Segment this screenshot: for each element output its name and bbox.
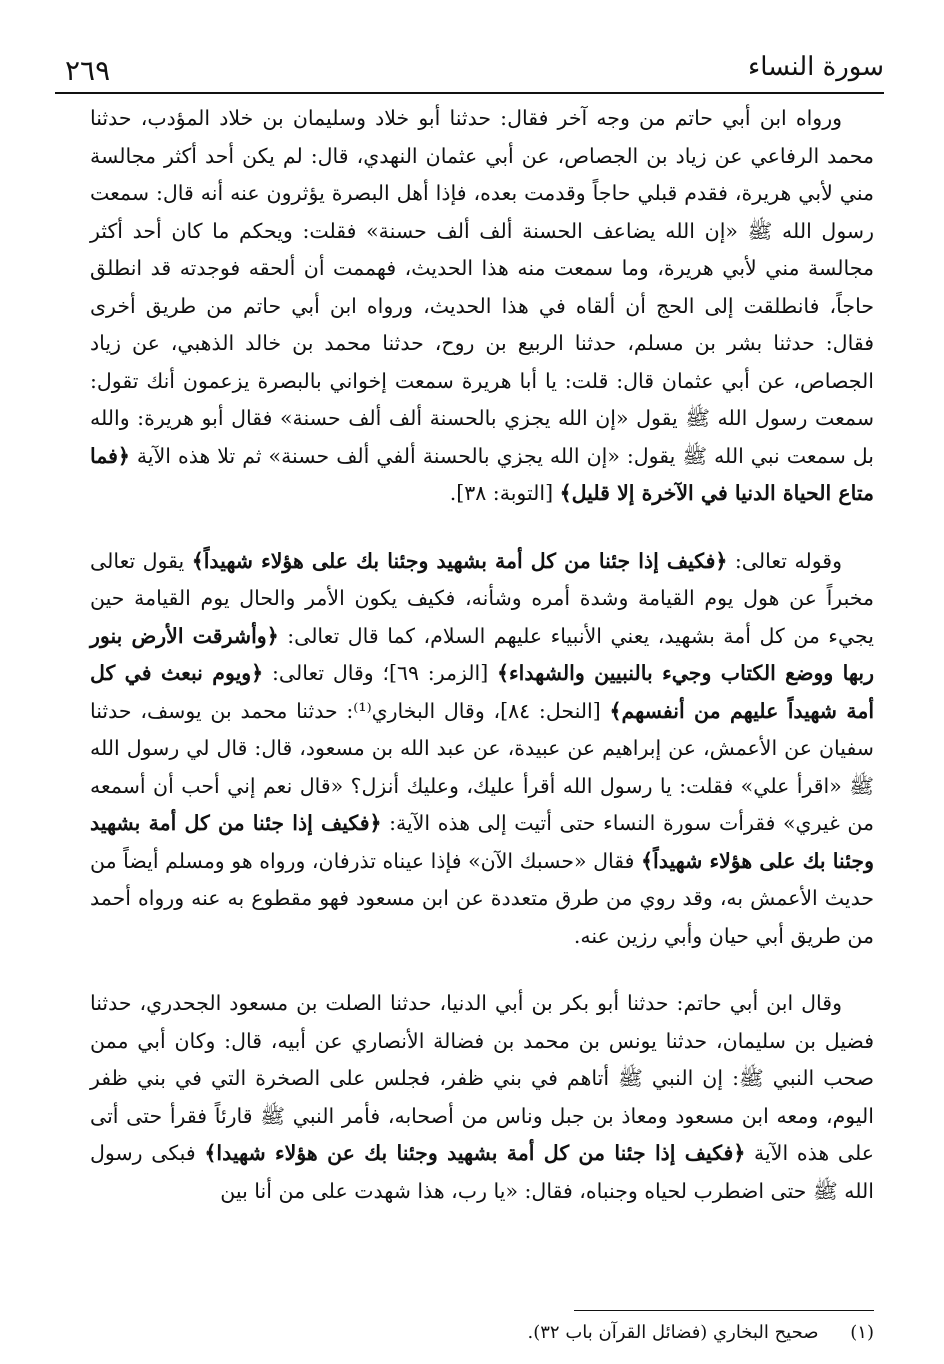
quran-verse: ﴿فما متاع الحياة الدنيا في الآخرة إلا قليل﴾ [90,443,874,505]
quran-verse: ﴿فكيف إذا جئنا من كل أمة بشهيد وجئنا بك عن هؤلاء شهيدا﴾ [204,1141,746,1165]
paragraph [90,985,874,1210]
text-segment: [النحل: ٨٤]، وقال البخاري⁽¹⁾: حدثنا محمد بن يوسف، حدثنا سفيان عن الأعمش، عن إبراهيم عن عبيدة، عن عبد الله بن مسعود، قال: قال لي رسول الله ﷺ «اقرأ علي» فقلت: يا رسول الله أقرأ عليك، وعليك أنزل؟ «قال نعم إني أحب أن أسمعه من غيري» فقرأت سورة النساء حتى أتيت إلى هذه الآية: [90,698,874,835]
quran-verse: ﴿فكيف إذا جئنا من كل أمة بشهيد وجئنا بك على هؤلاء شهيداً﴾ [90,811,874,873]
quran-verse: ﴿فكيف إذا جئنا من كل أمة بشهيد وجئنا بك على هؤلاء شهيداً﴾ [191,548,728,573]
page-header [55,52,884,94]
text-segment: وقال ابن أبي حاتم: حدثنا أبو بكر بن أبي الدنيا، حدثنا الصلت بن مسعود الجحدري، حدثنا فضيل بن سليمان، حدثنا يونس بن محمد بن فضالة الأنصاري عن أبيه، قال: وكان أبي ممن صحب النبي ﷺ: إن النبي ﷺ أتاهم في بني ظفر، فجلس على الصخرة التي في بني ظفر اليوم، ومعه ابن مسعود ومعاذ بن جبل وناس من أصحابه، فأمر النبي ﷺ قارئاً فقرأ حتى أتى على هذه الآية [90,991,874,1165]
body-text [90,100,874,1210]
text-segment: فبكى رسول الله ﷺ حتى اضطرب لحياه وجنباه، فقال: «يا رب، هذا شهدت على من أنا بين [90,1141,874,1203]
footnote-number: (١) [850,1322,874,1343]
page-number: ٢٦٩ [65,54,111,87]
footnote-text: صحيح البخاري (فضائل القرآن باب ٣٢). [527,1322,819,1343]
quran-verse: ﴿ويوم نبعث في كل أمة شهيداً عليهم من أنفسهم﴾ [90,661,875,723]
text-segment: وقوله تعالى: [727,548,842,573]
footnote [90,1318,874,1348]
text-segment: [التوبة: ٣٨]. [449,481,560,505]
footnote-divider [574,1310,874,1311]
text-segment: ورواه ابن أبي حاتم من وجه آخر فقال: حدثنا أبو خلاد وسليمان بن خلاد المؤدب، حدثنا محمد الرفاعي عن زياد بن الجصاص، عن أبي عثمان النهدي، قال: لم يكن أحد أكثر مجالسة مني لأبي هريرة، فقدم قبلي حاجاً وقدمت بعده، فإذا أهل البصرة يؤثرون عنه أنه قال: سمعت رسول الله ﷺ «إن الله يضاعف الحسنة ألف ألف حسنة» فقلت: ويحكم ما كان أحد أكثر مجالسة مني لأبي هريرة، وما سمعت منه هذا الحديث، فهممت أن ألحقه فوجدته قد انطلق حاجاً، فانطلقت إلى الحج أن ألقاه في هذا الحديث، ورواه ابن أبي حاتم من طريق أخرى فقال: حدثنا بشر بن مسلم، حدثنا الربيع بن روح، حدثنا محمد بن خالد الذهبي، عن زياد الجصاص، عن أبي عثمان قال: قلت: يا أبا هريرة سمعت إخواني بالبصرة يزعمون أنك تقول: سمعت رسول الله ﷺ يقول «إن الله يجزي بالحسنة ألف ألف حسنة» فقال أبو هريرة: والله بل سمعت نبي الله ﷺ يقول: «إن الله يجزي بالحسنة ألفي ألف حسنة» ثم تلا هذه الآية [90,106,874,468]
text-segment: فقال «حسبك الآن» فإذا عيناه تذرفان، ورواه هو ومسلم أيضاً من حديث الأعمش به، وقد روي من طرق متعددة عن ابن مسعود فهو مقطوع به عنه ورواه أحمد من طريق أبي حيان وأبي رزين عنه. [90,848,874,948]
text-segment: [الزمر: ٦٩]؛ وقال تعالى: [263,661,498,685]
quran-verse: ﴿وأشرقت الأرض بنور ربها ووضع الكتاب وجيء بالنبيين والشهداء﴾ [90,623,874,685]
surah-title: سورة النساء [748,52,884,82]
paragraph [90,100,874,513]
paragraph [90,543,874,956]
text-segment: يقول تعالى مخبراً عن هول يوم القيامة وشدة أمره وشأنه، فكيف يكون الأمر والحال يوم القيامة حين يجيء من كل أمة بشهيد، يعني الأنبياء عليهم السلام، كما قال تعالى: [90,548,874,648]
